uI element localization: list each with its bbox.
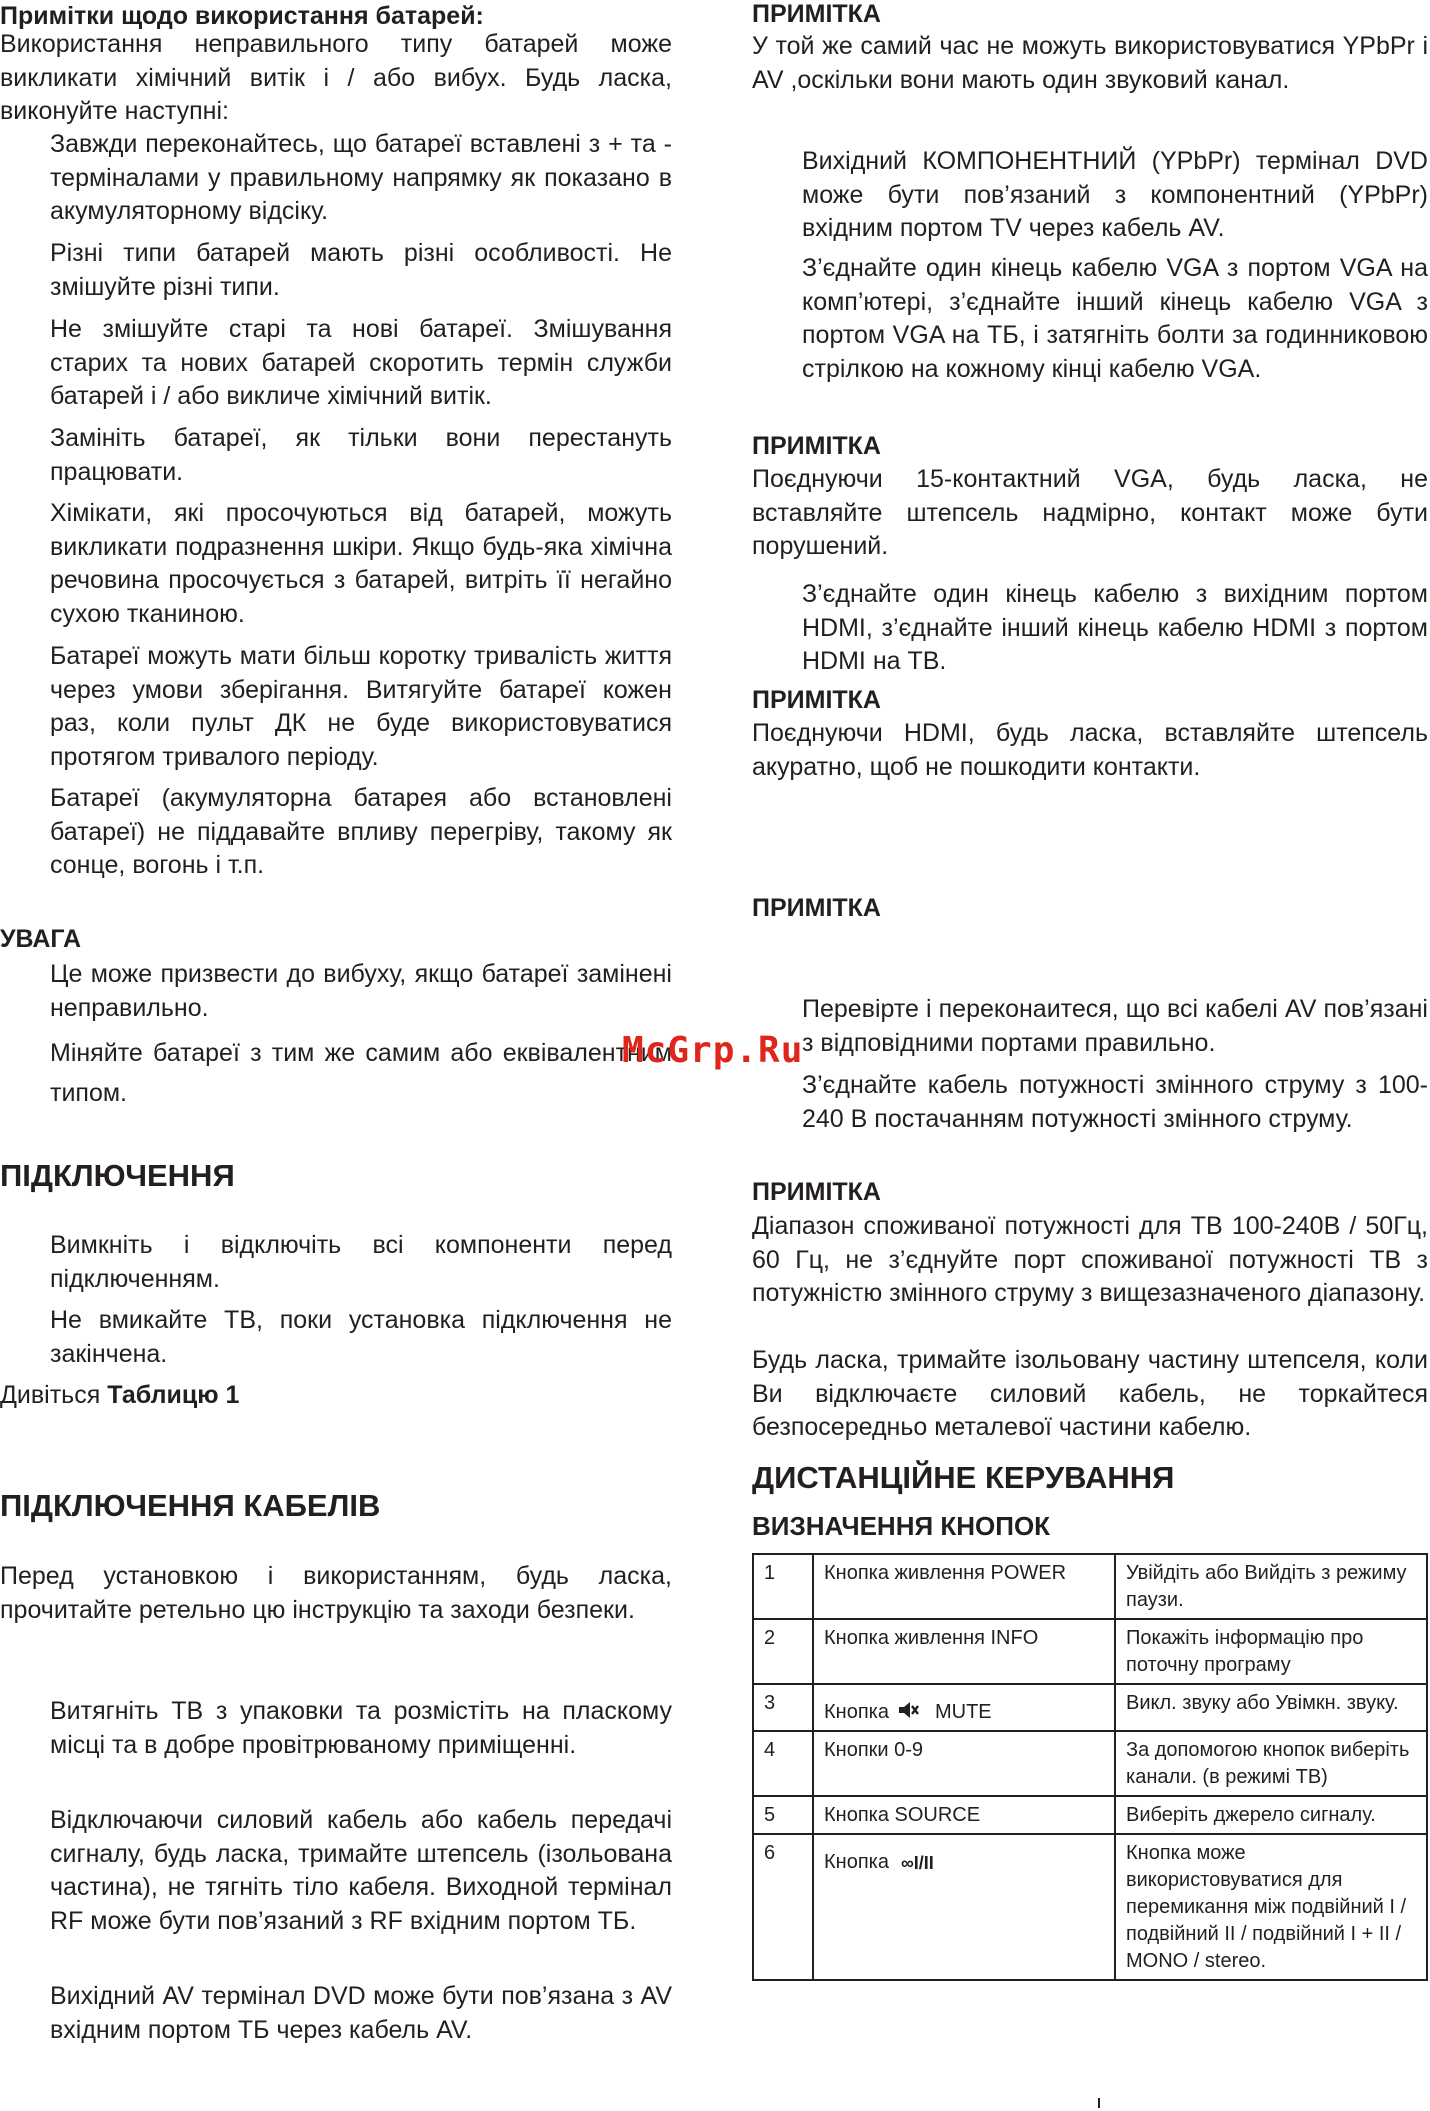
button-name: Кнопка живлення INFO — [813, 1619, 1115, 1684]
cables-item: Витягніть ТВ з упаковки та розмістіть на пласкому місці та в добре провітрюваному приміщенні. — [50, 1697, 672, 1759]
hdmi-item: З’єднайте один кінець кабелю з вихідним портом HDMI, з’єднайте інший кінець кабелю HDMI з портом HDMI на ТВ. — [802, 580, 1428, 675]
button-description: Увійдіть або Вийдіть з режиму паузи. — [1115, 1554, 1427, 1619]
cables-heading: ПІДКЛЮЧЕННЯ КАБЕЛІВ — [0, 1488, 381, 1523]
button-description: За допомогою кнопок виберіть канали. (в режимі ТВ) — [1115, 1731, 1427, 1796]
button-name — [813, 1684, 1115, 1731]
see-table-prefix: Дивіться — [0, 1381, 108, 1409]
battery-item: Не змішуйте старі та нові батареї. Змішування старих та нових батарей скоротить термін служби батарей і / або викличе хімічний витік. — [50, 315, 672, 410]
button-name: Кнопка живлення POWER — [813, 1554, 1115, 1619]
connection-heading: ПІДКЛЮЧЕННЯ — [0, 1158, 235, 1193]
row-number: 1 — [753, 1554, 813, 1619]
watermark: McGrp.Ru — [622, 1030, 804, 1071]
connection-item: Не вмикайте ТВ, поки установка підключення не закінчена. — [50, 1306, 672, 1368]
button-definitions-table — [752, 1553, 1428, 1981]
warning-item: Міняйте батареї з тим же самим або еквівалентним типом. — [50, 1039, 672, 1107]
note-label: ПРИМІТКА — [752, 432, 881, 460]
battery-item: Батареї (акумуляторна батарея або встановлені батареї) не піддавайте впливу перегріву, такому як сонце, вогонь і т.п. — [50, 784, 672, 879]
note-label: ПРИМІТКА — [752, 894, 881, 922]
note-vga: Поєднуючи 15-контактний VGA, будь ласка, не вставляйте штепсель надмірно, контакт може бути порушений. — [752, 465, 1428, 560]
power-cable-item: З’єднайте кабель потужності змінного струму з 100-240 В постачанням потужності змінного струму. — [802, 1071, 1428, 1133]
button-description: Викл. звуку або Увімкн. звуку. — [1115, 1684, 1427, 1731]
button-name-suffix: MUTE — [934, 1701, 992, 1723]
battery-intro: Використання неправильного типу батарей може викликати хімічний витік і / або вибух. Будь ласка, виконуйте наступні: — [0, 30, 672, 125]
table-row — [753, 1554, 1427, 1619]
remote-control-heading: ДИСТАНЦІЙНЕ КЕРУВАННЯ — [752, 1460, 1175, 1495]
component-item: Вихідний КОМПОНЕНТНИЙ (YPbPr) термінал DVD може бути пов’язаний з компонентний (YPbPr) вхідним портом TV через кабель AV. — [802, 147, 1428, 242]
battery-item: Хімікати, які просочуються від батарей, можуть викликати подразнення шкіри. Якщо будь-яка хімічна речовина просочується з батарей, витріть її негайно сухою тканиною. — [50, 499, 672, 628]
row-number: 3 — [753, 1684, 813, 1731]
page-mark — [1098, 2098, 1100, 2108]
battery-item: Різні типи батарей мають різні особливості. Не змішуйте різні типи. — [50, 239, 672, 301]
table-row — [753, 1796, 1427, 1834]
table-row — [753, 1619, 1427, 1684]
warning-title: УВАГА — [0, 925, 82, 953]
audio-language-icon: ∞I/II — [900, 1853, 934, 1873]
row-number: 4 — [753, 1731, 813, 1796]
button-name — [813, 1834, 1115, 1980]
button-description: Покажіть інформацію про поточну програму — [1115, 1619, 1427, 1684]
row-number: 2 — [753, 1619, 813, 1684]
battery-item: Батареї можуть мати більш коротку тривалість життя через умови зберігання. Витягуйте батареї кожен раз, коли пульт ДК не буде використовуватися протягом тривалого періоду. — [50, 642, 672, 771]
table-ref-link: Таблицю 1 — [107, 1381, 240, 1409]
battery-notes-title: Примітки щодо використання батарей: — [0, 2, 484, 30]
mute-speaker-icon — [897, 1700, 919, 1720]
button-name-prefix: Кнопка — [824, 1701, 889, 1723]
note-label: ПРИМІТКА — [752, 686, 881, 714]
note-power-plug: Будь ласка, тримайте ізольовану частину штепселя, коли Ви відключаєте силовий кабель, не торкайтеся безпосередньо металевої частини кабелю. — [752, 1346, 1428, 1441]
note-label: ПРИМІТКА — [752, 0, 881, 28]
table-row — [753, 1684, 1427, 1731]
see-table-ref — [0, 1379, 672, 1413]
button-name-prefix: Кнопка — [824, 1851, 889, 1873]
button-name: Кнопка SOURCE — [813, 1796, 1115, 1834]
vga-item: З’єднайте один кінець кабелю VGA з портом VGA на комп’ютері, з’єднайте інший кінець кабелю VGA з портом VGA на ТБ, і затягніть болти за годинниковою стрілкою на кожному кінці кабелю VGA. — [802, 254, 1428, 383]
table-row — [753, 1834, 1427, 1980]
table-row — [753, 1731, 1427, 1796]
note-power-range: Діапазон споживаної потужності для ТВ 100-240В / 50Гц, 60 Гц, не з’єднуйте порт споживаної потужності ТВ з потужністю змінного струму з вищезазначеного діапазону. — [752, 1212, 1428, 1307]
button-description: Виберіть джерело сигналу. — [1115, 1796, 1427, 1834]
note-hdmi: Поєднуючи HDMI, будь ласка, вставляйте штепсель акуратно, щоб не пошкодити контакти. — [752, 719, 1428, 781]
row-number: 5 — [753, 1796, 813, 1834]
warning-item: Це може призвести до вибуху, якщо батареї замінені неправильно. — [50, 960, 672, 1022]
button-description: Кнопка може використовуватися для перемикання між подвійний I / подвійний II / подвійний I + II / MONO / stereo. — [1115, 1834, 1427, 1980]
button-name: Кнопки 0-9 — [813, 1731, 1115, 1796]
row-number: 6 — [753, 1834, 813, 1980]
button-definitions-heading: ВИЗНАЧЕННЯ КНОПОК — [752, 1511, 1051, 1541]
note-label: ПРИМІТКА — [752, 1178, 881, 1206]
battery-item: Завжди переконайтесь, що батареї вставлені з + та - терміналами у правильному напрямку як показано в акумуляторному відсіку. — [50, 130, 672, 225]
check-cables-item: Перевірте і переконаитеся, що всі кабелі AV пов’язані з відповідними портами правильно. — [802, 995, 1428, 1057]
connection-item: Вимкніть і відключіть всі компоненти перед підключенням. — [50, 1231, 672, 1293]
battery-item: Замініть батареї, як тільки вони перестануть працювати. — [50, 424, 672, 486]
cables-item: Вихідний AV термінал DVD може бути пов’язана з AV вхідним портом ТБ через кабель AV. — [50, 1982, 672, 2044]
cables-item: Відключаючи силовий кабель або кабель передачі сигналу, будь ласка, тримайте штепсель (ізольована частина), не тягніть тіло кабеля. Виходной термінал RF може бути пов’язаний з RF вхідним портом ТБ. — [50, 1806, 672, 1935]
note-ypbpr-av: У той же самий час не можуть використовуватися YPbPr і AV ,оскільки вони мають один звуковий канал. — [752, 32, 1428, 94]
cables-intro: Перед установкою і використанням, будь ласка, прочитайте ретельно цю інструкцію та заходи безпеки. — [0, 1562, 672, 1624]
